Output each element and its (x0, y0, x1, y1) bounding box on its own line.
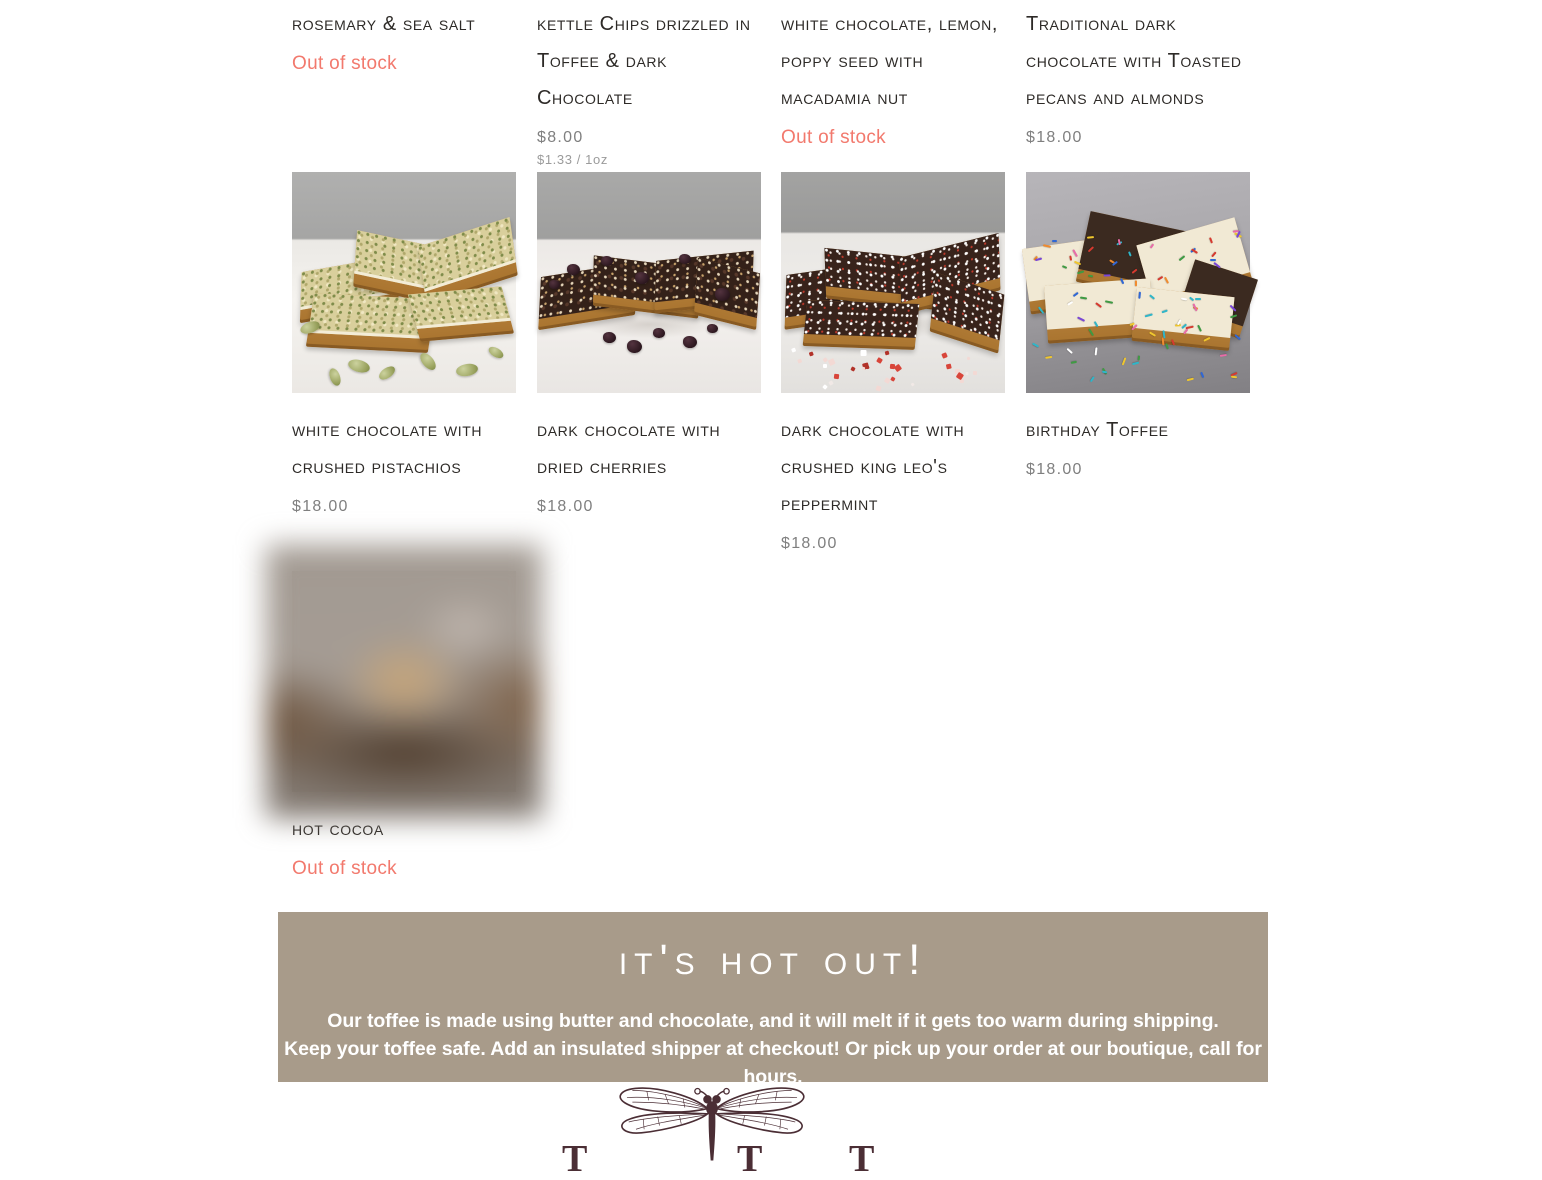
sprinkle (1121, 357, 1126, 365)
peppermint-crumb (894, 364, 902, 372)
peppermint-crumb (885, 351, 890, 356)
peppermint-crumb (946, 363, 952, 369)
sprinkle (1187, 377, 1194, 381)
sprinkle (1045, 355, 1052, 359)
product-photo[interactable] (537, 172, 761, 393)
peppermint-crumb (910, 383, 915, 388)
product-title[interactable]: dark chocolate with crushed king leo's peppermint (781, 419, 965, 515)
footer-partial-letter: T (849, 1138, 875, 1180)
product-stock-status: Out of stock (292, 858, 397, 879)
dried-cherry (715, 288, 730, 301)
peppermint-crumb (823, 384, 829, 390)
peppermint-crumb (875, 385, 882, 392)
product-price: $18.00 (537, 498, 594, 515)
peppermint-crumb (828, 358, 836, 366)
dried-cherry (707, 324, 718, 333)
product-title[interactable]: dark chocolate with dried cherries (537, 419, 721, 478)
sprinkle (1071, 360, 1077, 363)
sprinkle (1066, 348, 1073, 355)
dried-cherry (653, 328, 665, 338)
dried-cherry (635, 272, 649, 284)
product-card[interactable] (292, 6, 517, 75)
sprinkle (1032, 343, 1039, 348)
product-card[interactable] (1026, 6, 1251, 147)
peppermint-crumb (865, 365, 869, 369)
dried-cherry (603, 332, 616, 343)
peppermint-crumb (861, 350, 867, 356)
peppermint-crumb (850, 367, 855, 372)
product-price: $18.00 (1026, 461, 1083, 478)
peppermint-crumb (890, 376, 895, 381)
dried-cherry (627, 340, 642, 353)
product-card[interactable] (781, 172, 1006, 553)
product-price: $18.00 (292, 498, 349, 515)
sprinkle (1231, 376, 1237, 379)
product-title[interactable]: kettle Chips drizzled in Toffee & dark Chocolate (537, 13, 751, 109)
product-price: $18.00 (781, 535, 838, 552)
peppermint-crumb (808, 352, 814, 358)
product-stock-status: Out of stock (781, 127, 886, 148)
sprinkle (1210, 259, 1216, 262)
product-title[interactable]: hot cocoa (292, 818, 384, 840)
pistachio-nut (347, 357, 371, 374)
dried-cherry (683, 336, 697, 348)
peppermint-crumb (834, 374, 840, 380)
product-photo[interactable] (781, 172, 1005, 393)
peppermint-crumb (965, 372, 968, 375)
sprinkle (1052, 240, 1058, 242)
product-card[interactable] (292, 172, 517, 516)
product-card[interactable] (292, 571, 517, 880)
toffee-piece (803, 300, 920, 350)
pistachio-nut (417, 350, 438, 372)
banner-body (278, 1007, 1268, 1091)
dried-cherry (601, 256, 613, 266)
product-stock-status: Out of stock (292, 53, 397, 74)
product-photo[interactable] (1026, 172, 1250, 393)
sprinkle (1095, 347, 1098, 355)
product-card[interactable] (537, 6, 762, 167)
product-photo[interactable] (292, 172, 516, 393)
heat-warning-banner (278, 912, 1268, 1088)
product-title[interactable]: white chocolate with crushed pistachios (292, 419, 483, 478)
product-card[interactable] (781, 6, 1006, 149)
product-photo[interactable] (292, 571, 516, 792)
sprinkle (1137, 355, 1140, 361)
sprinkle (1131, 361, 1138, 365)
product-title[interactable]: rosemary & sea salt (292, 13, 476, 35)
pistachio-nut (487, 345, 505, 361)
product-unit-price: $1.33 / 1oz (537, 152, 608, 167)
sprinkle (1089, 376, 1094, 383)
footer-partial-letter: T (562, 1138, 588, 1180)
product-card[interactable] (1026, 172, 1251, 479)
product-price: $18.00 (1026, 129, 1083, 146)
dragonfly-logo-icon (610, 1084, 814, 1160)
product-price: $8.00 (537, 129, 584, 146)
pistachio-nut (455, 362, 479, 378)
peppermint-crumb (823, 364, 827, 368)
product-title[interactable]: white chocolate, lemon, poppy seed with macadamia nut (781, 13, 999, 109)
dried-cherry (679, 254, 691, 264)
toffee-piece (408, 286, 514, 341)
product-title[interactable]: Traditional dark chocolate with Toasted pecans and almonds (1026, 13, 1242, 109)
peppermint-crumb (967, 357, 971, 361)
sprinkle (1104, 274, 1111, 277)
pistachio-nut (377, 364, 397, 383)
peppermint-crumb (861, 366, 865, 370)
banner-title: it's hot out! (618, 936, 928, 984)
sprinkle (1200, 372, 1205, 379)
peppermint-crumb (973, 371, 977, 375)
banner-line-2: Keep your toffee safe. Add an insulated shipper at checkout! Or pick up your order at our boutique, call for hours. (284, 1038, 1262, 1088)
peppermint-crumb (797, 359, 802, 364)
product-card[interactable] (537, 172, 762, 516)
toffee-piece (1131, 287, 1234, 351)
peppermint-crumb (828, 380, 833, 385)
dried-cherry (567, 264, 580, 275)
product-title[interactable]: birthday Toffee (1026, 419, 1169, 441)
peppermint-crumb (792, 348, 797, 353)
banner-line-1: Our toffee is made using butter and chocolate, and it will melt if it gets too warm during shipping. (327, 1010, 1219, 1032)
peppermint-crumb (876, 357, 883, 364)
sprinkle (1219, 353, 1226, 356)
peppermint-crumb (941, 353, 948, 360)
pistachio-nut (327, 367, 343, 387)
footer-partial-letter: T (737, 1138, 763, 1180)
peppermint-crumb (890, 363, 895, 368)
